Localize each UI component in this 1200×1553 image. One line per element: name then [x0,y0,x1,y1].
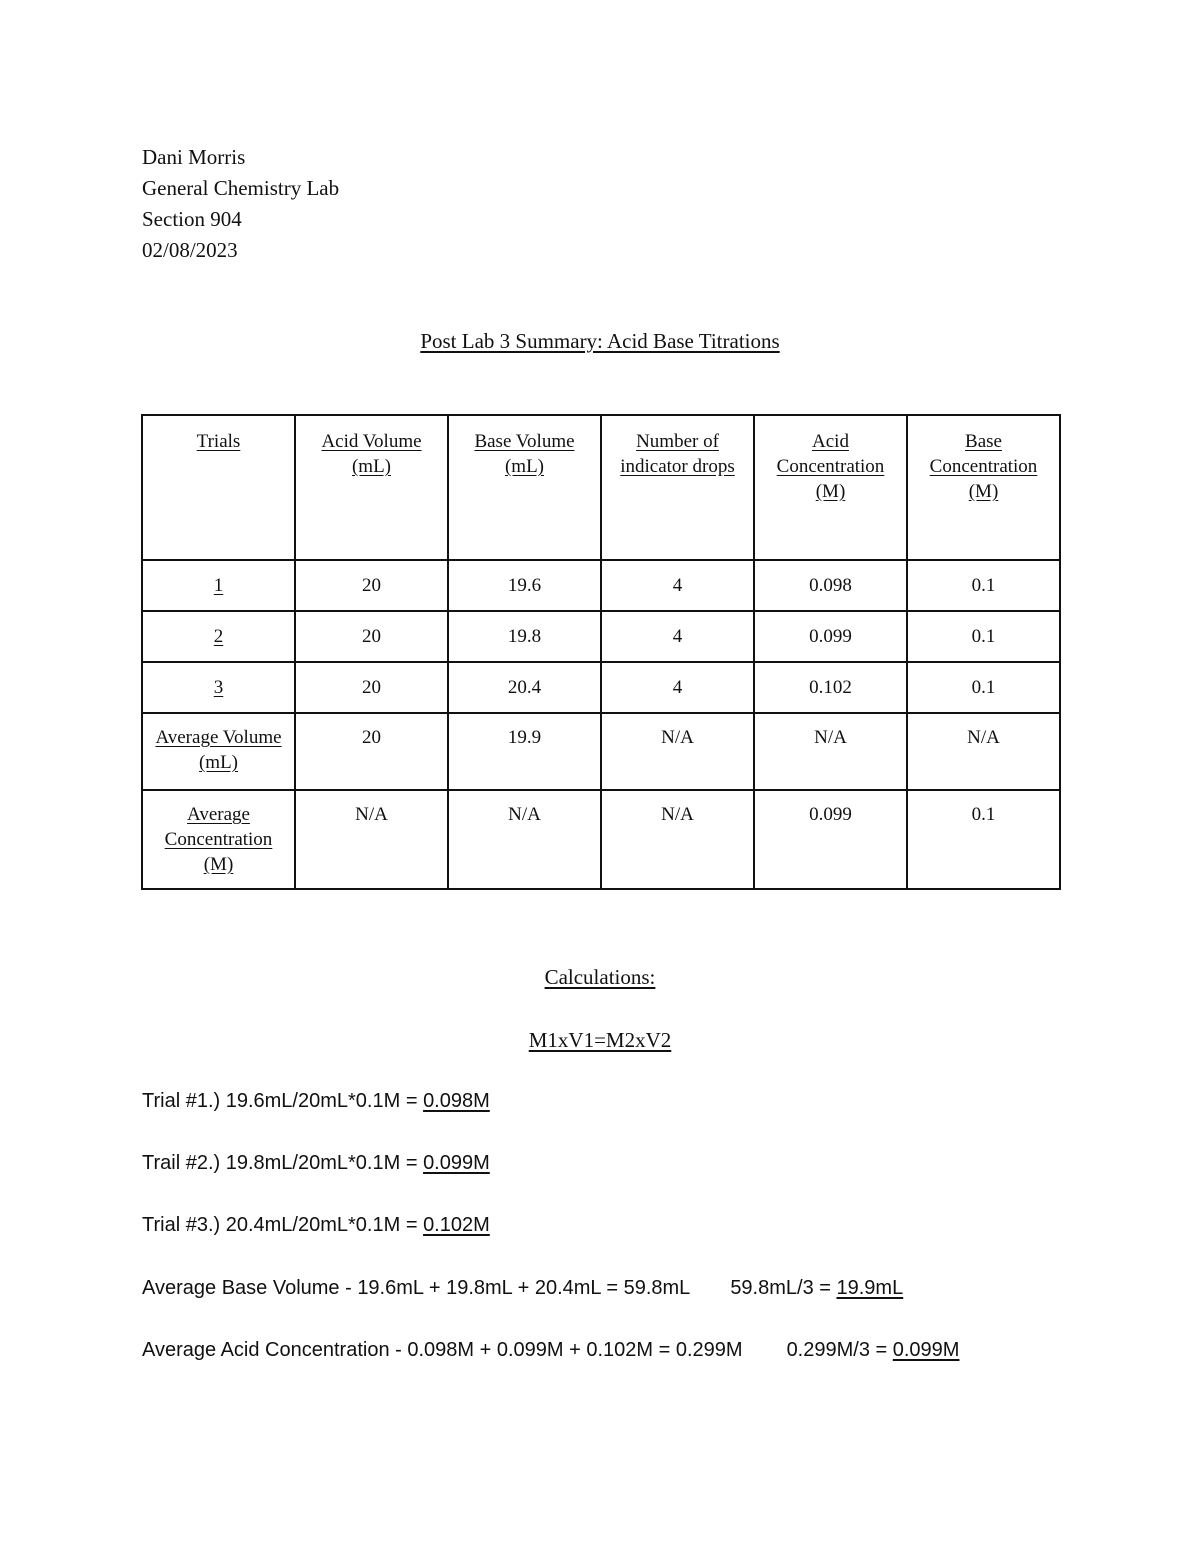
document-header [142,142,339,266]
table-cell: 0.1 [907,560,1060,611]
section-number: Section 904 [142,207,242,231]
calc-line-average-base-volume: Average Base Volume - 19.6mL + 19.8mL + 20.4mL = 59.8mL 59.8mL/3 = 19.9mL [142,1277,904,1299]
table-cell: 19.8 [448,611,601,662]
table-cell: N/A [448,790,601,889]
calc-line-trial-2: Trail #2.) 19.8mL/20mL*0.1M = 0.099M [142,1152,490,1174]
table-cell: 0.1 [907,662,1060,713]
row-label: 1 [142,560,295,611]
row-label: 3 [142,662,295,713]
document-date: 02/08/2023 [142,238,238,262]
table-cell: 0.1 [907,611,1060,662]
course-name: General Chemistry Lab [142,176,340,200]
table-cell: 4 [601,560,754,611]
table-cell: 19.9 [448,713,601,790]
table-cell: 4 [601,662,754,713]
table-cell: N/A [295,790,448,889]
table-cell: 20 [295,611,448,662]
table-cell: 19.6 [448,560,601,611]
calc-line-trial-3: Trial #3.) 20.4mL/20mL*0.1M = 0.102M [142,1214,490,1236]
document-title [0,329,1200,354]
row-label: Average Volume (mL) [142,713,295,790]
table-cell: 0.098 [754,560,907,611]
calc-result: 19.9mL [836,1277,904,1299]
table-row [142,611,1060,662]
table-row [142,713,1060,790]
table-cell: 20.4 [448,662,601,713]
table-cell: 0.099 [754,611,907,662]
header-cell: Acid Volume (mL) [295,415,448,560]
header-cell: Base Volume (mL) [448,415,601,560]
table-cell: 20 [295,713,448,790]
calc-line-average-acid-concentration: Average Acid Concentration - 0.098M + 0.099M + 0.102M = 0.299M 0.299M/3 = 0.099M [142,1339,960,1361]
dilution-formula: M1xV1=M2xV2 [528,1028,672,1052]
table-cell: 0.1 [907,790,1060,889]
header-cell: Trials [142,415,295,560]
table-cell: N/A [907,713,1060,790]
table-cell: N/A [601,713,754,790]
table-cell: 0.099 [754,790,907,889]
row-label: 2 [142,611,295,662]
header-cell: Acid Concentration (M) [754,415,907,560]
calc-result: 0.099M [892,1339,960,1361]
table-row [142,662,1060,713]
table-cell: 20 [295,662,448,713]
calc-result: 0.099M [423,1152,490,1174]
table-cell: 0.102 [754,662,907,713]
titration-table [141,414,1061,890]
document-title-text: Post Lab 3 Summary: Acid Base Titrations [420,329,780,353]
table-cell: 4 [601,611,754,662]
table-row [142,790,1060,889]
calc-result: 0.102M [423,1214,490,1236]
header-cell: Base Concentration (M) [907,415,1060,560]
row-label: Average Concentration (M) [142,790,295,889]
table-cell: N/A [601,790,754,889]
table-cell: N/A [754,713,907,790]
calculations-heading: Calculations: [544,965,656,989]
table-row [142,560,1060,611]
table-header-row [142,415,1060,560]
author-name: Dani Morris [142,145,246,169]
calc-line-trial-1: Trial #1.) 19.6mL/20mL*0.1M = 0.098M [142,1090,490,1112]
header-cell: Number of indicator drops [601,415,754,560]
calc-result: 0.098M [423,1090,490,1112]
table-cell: 20 [295,560,448,611]
